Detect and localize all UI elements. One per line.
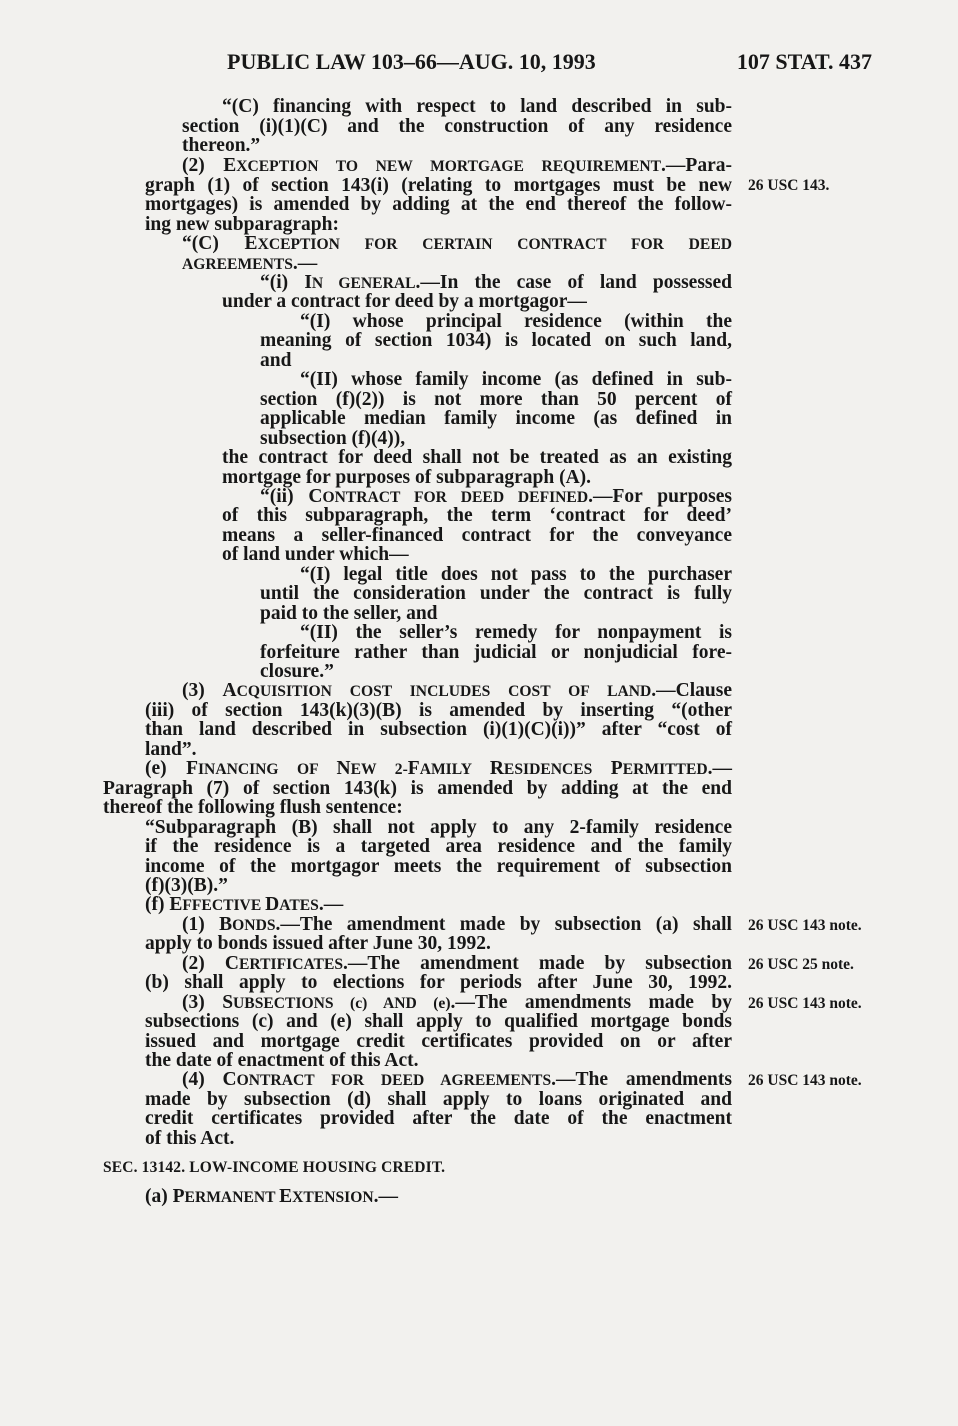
text-line: land”. <box>145 739 197 760</box>
text-line: applicable median family income (as defined in <box>260 408 732 429</box>
text-line: apply to bonds issued after June 30, 1992. <box>145 933 491 954</box>
text-line: (f)(3)(B).” <box>145 875 228 896</box>
text-line: under a contract for deed by a mortgagor— <box>222 291 587 312</box>
text-line: (b) shall apply to elections for periods after June 30, 1992. <box>145 972 732 993</box>
text-line: of land under which— <box>222 544 409 565</box>
margin-note: 26 USC 143 note. <box>748 917 862 934</box>
heading-small-caps: EXCEPTION TO NEW MORTGAGE REQUIREMENT <box>223 155 662 176</box>
heading-small-caps: AGREEMENTS <box>182 256 293 273</box>
text-line: subsections (c) and (e) shall apply to qualified mortgage bonds <box>145 1011 732 1032</box>
text-line: income of the mortgagor meets the requirement of subsection <box>145 856 732 877</box>
heading-small-caps: CONTRACT FOR DEED AGREEMENTS <box>222 1069 552 1090</box>
margin-note: 26 USC 143 note. <box>748 1072 862 1089</box>
text-line: issued and mortgage credit certificates provided on or after <box>145 1031 732 1052</box>
margin-note: 26 USC 143. <box>748 177 830 194</box>
text-line: if the residence is a targeted area residence and the family <box>145 836 732 857</box>
paragraph-heading-line: (3) SUBSECTIONS (c) AND (e).—The amendments made by <box>182 992 732 1013</box>
text-line: mortgage for purposes of subparagraph (A). <box>222 467 592 488</box>
section-heading: SEC. 13142. LOW-INCOME HOUSING CREDIT. <box>103 1159 446 1176</box>
heading-small-caps: FINANCING OF NEW 2-FAMILY RESIDENCES PERMITTED <box>186 758 708 779</box>
text-line: thereon.” <box>182 135 261 156</box>
page-number: 107 STAT. 437 <box>736 49 872 74</box>
heading-small-caps: EXCEPTION FOR CERTAIN CONTRACT FOR DEED <box>244 233 732 254</box>
text-line: the contract for deed shall not be treated as an existing <box>222 447 732 468</box>
subsection-heading-line: (f) EFFECTIVE DATES.— <box>145 894 344 915</box>
text-line: section (f)(2)) is not more than 50 percent of <box>260 389 732 410</box>
heading-small-caps: PERMANENT EXTENSION <box>172 1186 374 1207</box>
text-line: credit certificates provided after the date of the enactment <box>145 1108 732 1129</box>
text-line: “(I) legal title does not pass to the purchaser <box>300 564 732 585</box>
text-line: means a seller-financed contract for the conveyance <box>222 525 732 546</box>
text-line: and <box>260 350 292 371</box>
text-line: made by subsection (d) shall apply to loans originated and <box>145 1089 732 1110</box>
paragraph-heading-line: (2) CERTIFICATES.—The amendment made by subsection <box>182 953 732 974</box>
paragraph-heading-line: “(i) IN GENERAL.—In the case of land possessed <box>260 272 732 293</box>
paragraph-heading-line: AGREEMENTS.— <box>182 253 318 274</box>
text-line: mortgages) is amended by adding at the end thereof the follow- <box>145 194 732 215</box>
paragraph-heading-line: (3) ACQUISITION COST INCLUDES COST OF LAND.—Clause <box>182 680 732 701</box>
heading-small-caps: CONTRACT FOR DEED DEFINED <box>308 486 589 507</box>
margin-note: 26 USC 143 note. <box>748 995 862 1012</box>
text-line: forfeiture rather than judicial or nonjudicial fore- <box>260 642 732 663</box>
text-line: “Subparagraph (B) shall not apply to any 2-family residence <box>145 817 732 838</box>
heading-small-caps: ACQUISITION COST INCLUDES COST OF LAND <box>222 680 652 701</box>
text-line: of this subparagraph, the term ‘contract for deed’ <box>222 505 732 526</box>
heading-small-caps: CERTIFICATES <box>224 953 344 974</box>
text-line: of this Act. <box>145 1128 235 1149</box>
text-line: meaning of section 1034) is located on such land, <box>260 330 732 351</box>
running-head: PUBLIC LAW 103–66—AUG. 10, 1993 <box>227 49 596 74</box>
subsection-heading-line: (e) FINANCING OF NEW 2-FAMILY RESIDENCES PERMITTED.— <box>145 758 732 779</box>
heading-small-caps: SUBSECTIONS (c) AND (e) <box>222 992 451 1013</box>
heading-small-caps: IN GENERAL <box>304 272 416 293</box>
text-line: the date of enactment of this Act. <box>145 1050 419 1071</box>
paragraph-heading-line: “(ii) CONTRACT FOR DEED DEFINED.—For purposes <box>260 486 732 507</box>
margin-note: 26 USC 25 note. <box>748 956 854 973</box>
text-line: “(C) financing with respect to land described in sub- <box>222 96 732 117</box>
heading-small-caps: EFFECTIVE DATES <box>169 894 319 915</box>
subsection-heading-line: (a) PERMANENT EXTENSION.— <box>145 1186 398 1207</box>
text-line: section (i)(1)(C) and the construction of any residence <box>182 116 732 137</box>
paragraph-heading-line: (2) EXCEPTION TO NEW MORTGAGE REQUIREMENT.—Para- <box>182 155 732 176</box>
text-line: (iii) of section 143(k)(3)(B) is amended by inserting “(other <box>145 700 732 721</box>
text-line: “(II) whose family income (as defined in sub- <box>300 369 732 390</box>
text-line: “(II) the seller’s remedy for nonpayment is <box>300 622 732 643</box>
text-line: than land described in subsection (i)(1)(C)(i))” after “cost of <box>145 719 732 740</box>
text-line: ing new subparagraph: <box>145 214 339 235</box>
paragraph-heading-line: (4) CONTRACT FOR DEED AGREEMENTS.—The amendments <box>182 1069 732 1090</box>
text-line: subsection (f)(4)), <box>260 428 406 449</box>
text-line: until the consideration under the contract is fully <box>260 583 732 604</box>
text-line: graph (1) of section 143(i) (relating to mortgages must be new <box>145 175 732 196</box>
text-line: Paragraph (7) of section 143(k) is amended by adding at the end <box>103 778 732 799</box>
paragraph-heading-line: (1) BONDS.—The amendment made by subsection (a) shall <box>182 914 732 935</box>
heading-small-caps: BONDS <box>219 914 276 935</box>
text-line: paid to the seller, and <box>260 603 438 624</box>
text-line: “(I) whose principal residence (within the <box>300 311 732 332</box>
text-line: thereof the following flush sentence: <box>103 797 403 818</box>
text-line: closure.” <box>260 661 334 682</box>
paragraph-heading-line: “(C) EXCEPTION FOR CERTAIN CONTRACT FOR DEED <box>182 233 732 254</box>
